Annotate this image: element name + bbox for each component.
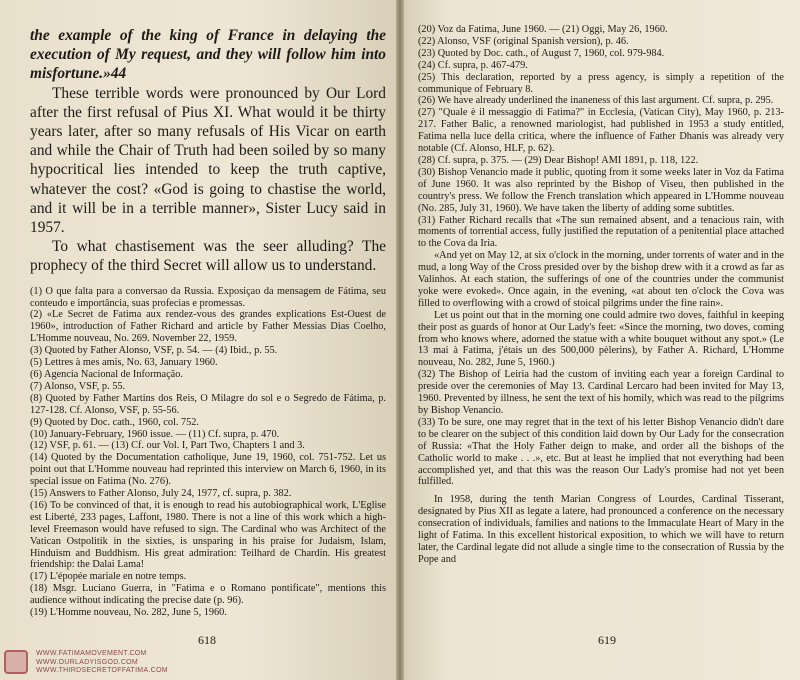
footnote: (2) «Le Secret de Fatima aux rendez-vous des grandes explications Est-Ouest de 1960», introduction of Father Richard and article by Father Messias Dias Coelho, L'Homme nouveau, No. 269. November 22, 1959. bbox=[30, 309, 386, 345]
footnote: (6) Agencia Nacional de Informação. bbox=[30, 368, 183, 380]
footnote: (24) Cf. supra, p. 467-479. bbox=[418, 59, 528, 71]
right-page bbox=[400, 0, 800, 680]
footnote-continuation: Let us point out that in the morning one could admire two doves, faithful in keeping their post as guards of honor at Our Lady's feet: «Since the morning, two doves, coming from who knows where, adorned the statue with a white bouquet without any spot.» (Le 13 mai à Fatima, j'étais un des 500,000 pèlerins), by Father A. Richard, L'Homme nouveau, No. 282, June 5, 1960.) bbox=[418, 309, 784, 369]
footnote: (28) Cf. supra, p. 375. — (29) Dear Bishop! AMI 1891, p. 118, 122. bbox=[418, 154, 699, 166]
footnote: (26) We have already underlined the inaneness of this last argument. Cf. supra, p. 295. bbox=[418, 95, 774, 107]
footnote: (19) L'Homme nouveau, No. 282, June 5, 1960. bbox=[30, 607, 227, 619]
watermark bbox=[4, 648, 254, 678]
footnote: (16) To be convinced of that, it is enough to read his autobiographical work, L'Eglise est Liberté, 233 pages, Laffont, 1980. There is not a line of this work which a high-level Freemason would have refused to sign. The Cardinal who was Architect of the Vatican Ostpolitik in the sixties, is unsparing in his praise for Judaism, Islam, Hinduism and Buddhism. His great admiration: Teilhard de Chardin. His greatest friendship: the Dalai Lama! bbox=[30, 499, 386, 571]
footnote: (30) Bishop Venancio made it public, quoting from it some weeks later in Voz da Fatima of June 1960. It was also reprinted by the Bishop of Viseu, then published in the country's press. We follow the French translation which appeared in L'Homme nouveau (No. 285, July 31, 1960). We have taken the liberty of adding some subtitles. bbox=[418, 166, 784, 214]
footnote: (20) Voz da Fatima, June 1960. — (21) Oggi, May 26, 1960. bbox=[418, 24, 668, 35]
footnote: (33) To be sure, one may regret that in the text of his letter Bishop Venancio didn't dare to be clearer on the subject of this condition laid down by Our Lady for the consecration of Russia: «That the Holy Father deign to make, and order all the bishops of the Catholic world to make . . .», etc. But at least he implied that not everything had been accomplished yet, and that this was the reason Our Lady's promise had not yet been fulfilled. bbox=[418, 416, 784, 488]
watermark-text bbox=[36, 650, 168, 676]
footnote: (5) Lettres à mes amis, No. 63, January 1960. bbox=[30, 357, 218, 369]
footnote: (10) January-February, 1960 issue. — (11) Cf. supra, p. 470. bbox=[30, 428, 280, 440]
footnote: (32) The Bishop of Leiria had the custom of inviting each year a foreign Cardinal to preside over the ceremonies of May 13. Cardinal Lercaro had been invited for May 13, 1960. Prevented by illness, he sent the text of his homily, which was read to the pilgrims by Bishop Venancio. bbox=[418, 369, 784, 416]
footnote-continuation: «And yet on May 12, at six o'clock in the morning, under torrents of water and in the mud, a long Way of the Cross presided over by the bishop drew with it a crowd as far as Valinhos. At each station, the sufferings of one of the countries under the communist yoke were evoked». Once again, in the evening, «at about ten o'clock the Cova was filled to overflowing with a crowd of stoical pilgrims under the fine rain». bbox=[418, 250, 784, 309]
book-gutter bbox=[396, 0, 404, 680]
footnote: (3) Quoted by Father Alonso, VSF, p. 54. — (4) Ibid., p. 55. bbox=[30, 345, 278, 357]
footnote: (17) L'épopée mariale en notre temps. bbox=[30, 571, 187, 583]
left-para-closing: To what chastisement was the seer alluding? The prophecy of the third Secret will allow us to understand. bbox=[30, 238, 386, 275]
footnote: (9) Quoted by Doc. cath., 1960, col. 752. bbox=[30, 416, 200, 428]
footnote: (1) O que falta para a conversao da Russia. Exposiçao da mensagem de Fátima, seu conteudo e importância, suas profecias e promessas. bbox=[30, 285, 386, 309]
footnote: (8) Quoted by Father Martins dos Reis, O Milagre do sol e o Segredo de Fátima, p. 127-128. Cf. Alonso, VSF, p. 55-56. bbox=[30, 392, 386, 416]
footnote: (7) Alonso, VSF, p. 55. bbox=[30, 380, 126, 392]
body-paragraph: In 1958, during the tenth Marian Congress of Lourdes, Cardinal Tisserant, designated by Pius XII as legate a latere, had pronounced a conference on the necessary consecration of individuals, families and nations to the Immaculate Heart of Mary in the light of Fatima. In this excellent historical exposition, to which we will have to return later, the Cardinal legate did not allude a single time to the consecration of Russia by the Pope and bbox=[418, 494, 784, 565]
footnote: (27) "Quale è il messaggio di Fatima?" in Ecclesia, (Vatican City), May 1960, p. 213-217. Father Balic, a renowned mariologist, had published in 1953 a study entitled, Fatima nella luce della critica, where the influence of Father Dhanis was already very notable (Cf. Alonso, HLF, p. 62). bbox=[418, 107, 784, 155]
footnote: (12) VSF, p. 61. — (13) Cf. our Vol. I, Part Two, Chapters 1 and 3. bbox=[30, 440, 305, 452]
footnote: (23) Quoted by Doc. cath., of August 7, 1960, col. 979-984. bbox=[418, 47, 665, 59]
watermark-line: WWW.OURLADYISGOD.COM bbox=[36, 658, 139, 666]
footnote: (31) Father Richard recalls that «The sun remained absent, and a tenacious rain, with moments of torrential access, fully justified the reputation of a penitential place attached to the Cova da Iria. bbox=[418, 214, 784, 250]
left-footnotes bbox=[30, 286, 386, 619]
footnote: (14) Quoted by the Documentation catholique, June 19, 1960, col. 751-752. Let us point out that L'Homme nouveau had reprinted this interview on March 6, 1960, in its special issue on Fatima (No. 276). bbox=[30, 452, 386, 488]
page-number-right: 619 bbox=[598, 633, 616, 647]
left-para-body: These terrible words were pronounced by Our Lord after the first refusal of Pius XI. What would it be thirty years later, after so many refusals of His Vicar on earth and while the Chair of Truth had been soiled by so many hypocritical lies intended to keep the truth captive, whatever the cost? «God is going to chastise the world, and it will be in a terrible manner», Sister Lucy said in 1957. bbox=[30, 84, 386, 237]
page-number-left: 618 bbox=[198, 633, 216, 647]
footnote: (25) This declaration, reported by a press agency, is simply a repetition of the communique of February 8. bbox=[418, 71, 784, 95]
footnote: (22) Alonso, VSF (original Spanish version), p. 46. bbox=[418, 35, 629, 47]
footnote: (18) Msgr. Luciano Guerra, in "Fatima e o Romano pontificate", mentions this audience without indicating the precise date (p. 96). bbox=[30, 583, 386, 607]
left-para-quote: the example of the king of France in delaying the execution of My request, and they will follow him into misfortune.»44 bbox=[30, 27, 386, 83]
watermark-line: WWW.THIRDSECRETOFFATIMA.COM bbox=[36, 667, 168, 674]
watermark-line: WWW.FATIMAMOVEMENT.COM bbox=[36, 650, 147, 657]
footnote: (15) Answers to Father Alonso, July 24, 1977, cf. supra, p. 382. bbox=[30, 488, 292, 500]
watermark-logo-icon bbox=[4, 650, 28, 674]
